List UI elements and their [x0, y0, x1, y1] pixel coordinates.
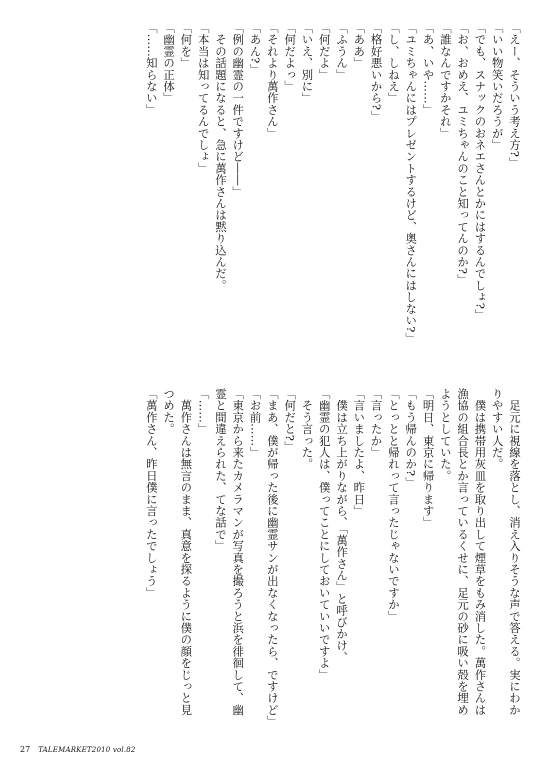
- text-column: 僕は立ち上がりながら、「萬作さん」と呼びかけ、: [335, 388, 350, 664]
- text-column: 「本当は知ってるんでしょ」: [196, 22, 211, 175]
- text-column: 「お、おめえ、ユミちゃんのこと知ってんのか?」: [456, 22, 471, 286]
- text-column: りやすい人だ。: [490, 388, 505, 470]
- text-column: 「し、しねえ」: [386, 22, 401, 104]
- text-column: 僕は携帯用灰皿を取り出して煙草をもみ消した。萬作さんは: [473, 388, 488, 716]
- text-column: 「何を」: [179, 22, 194, 69]
- text-column: 「言いましたよ、昨日」: [352, 388, 367, 517]
- text-column: 「いえ、別に」: [300, 22, 315, 104]
- text-column: 「何だと?」: [283, 388, 298, 453]
- text-column: 「いい物笑いだろうが」: [490, 22, 505, 151]
- text-column: 「誰なんですかそれ」: [438, 22, 453, 139]
- text-column: 「えー、そういう考え方?」: [508, 22, 522, 169]
- text-column: 「それより萬作さん」: [265, 22, 280, 139]
- text-column: その話題になると、急に萬作さんは黙り込んだ。: [213, 22, 228, 292]
- text-column: 「あ、いや……」: [421, 22, 436, 116]
- text-column: 「あん?」: [248, 22, 263, 76]
- bottom-text-block: [142, 388, 523, 728]
- text-column: 「……」: [196, 388, 211, 435]
- publication-title: TALEMARKET2010 vol.82: [38, 746, 136, 754]
- text-column: 「何だよっ」: [283, 22, 298, 93]
- text-column: 「何だよ」: [317, 22, 332, 81]
- text-column: 「……知らない」: [144, 22, 159, 116]
- text-column: 「でも、スナックのおネエさんとかにはするんでしょ?」: [473, 22, 488, 321]
- text-column: 「幽霊の犯人は、僕ってことにしておいていいですよ」: [317, 388, 332, 681]
- top-text-block: [142, 22, 523, 352]
- text-column: ようとしていた。: [438, 388, 453, 482]
- text-column: 「明日、東京に帰ります」: [421, 388, 436, 529]
- page-number: 27: [20, 745, 31, 754]
- text-column: 「ああ」: [352, 22, 367, 69]
- text-column: 足元に視線を落とし、消え入りそうな声で答える。実にわか: [508, 388, 522, 716]
- page-footer: [20, 745, 136, 754]
- text-column: 「ユミちゃんにはプレゼントするけど、奥さんにはしない?」: [404, 22, 419, 345]
- text-column: 「幽霊の正体」: [162, 22, 177, 104]
- text-column: 「東京から来たカメラマンが写真を撮ろうと浜を徘徊して、幽: [231, 388, 246, 716]
- text-column: 萬作さんは無言のまま、真意を探るように僕の顔をじっと見: [179, 388, 194, 716]
- text-column: 「ふうん」: [335, 22, 350, 81]
- text-column: 「まあ、僕が帰った後に幽霊サンが出なくなったら、ですけど」: [265, 388, 280, 728]
- text-column: つめた。: [162, 388, 177, 435]
- text-column: 「格好悪いから?」: [369, 22, 384, 123]
- text-column: そう言った。: [300, 388, 315, 470]
- text-column: 「例の幽霊の一件ですけど――」: [231, 22, 246, 198]
- text-column: 「お前……」: [248, 388, 263, 459]
- text-column: 霊と間違えられた、てな話で」: [213, 388, 228, 552]
- text-column: 「萬作さん、昨日僕に言ったでしょう」: [144, 388, 159, 599]
- text-column: 「言ったか」: [369, 388, 384, 459]
- text-column: 漁協の組合長とか言っているくせに、足元の砂に吸い殻を埋め: [456, 388, 471, 716]
- text-column: 「もう帰んのか?」: [404, 388, 419, 489]
- text-column: 「とっとと帰れって言ったじゃないですか」: [386, 388, 401, 622]
